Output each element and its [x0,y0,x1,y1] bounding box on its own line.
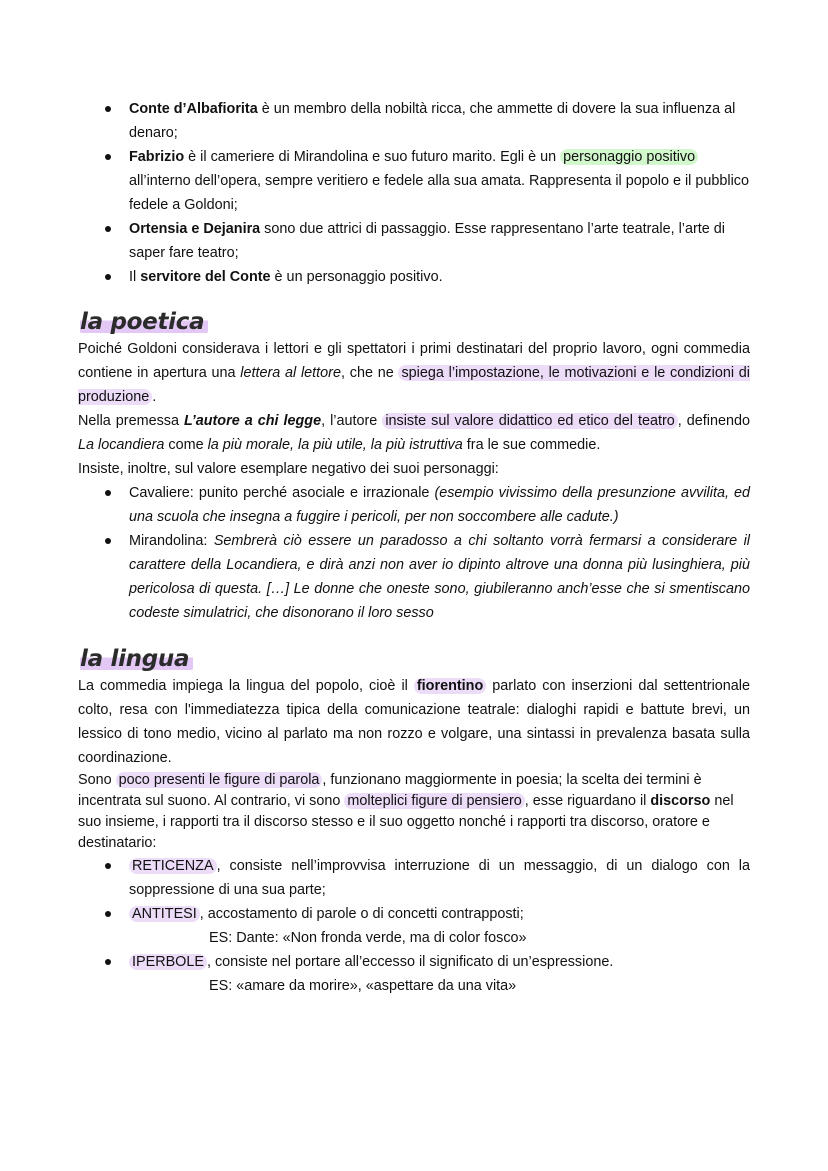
poetica-paragraph-2 [78,409,750,457]
item-quote: Sembrerà ciò essere un paradosso a chi soltanto vorrà fermarsi a considerare il carattere della Locandiera, e dirà anzi non aver io dipinto altrove una donna più lusinghiera, più pericolosa di questa. […] Le donne che oneste sono, giubileranno anch’esse che si smentiscano codeste simulatrici, che disonorano il loro sesso [129,533,750,621]
character-description: all’interno dell’opera, sempre veritiero e fedele alla sua amata. Rappresenta il popolo e il pubblico fedele a Goldoni; [129,173,749,213]
poetica-paragraph-3: Insiste, inoltre, sul valore esemplare negativo dei suoi personaggi: [78,461,499,477]
bold-text: discorso [650,793,711,809]
character-name: Conte d’Albafiorita [129,101,258,117]
highlight-purple: spiega l’impostazione, le motivazioni e le condizioni di produzione [78,365,750,405]
text: Poiché Goldoni considerava i lettori e gli spettatori i primi destinatari del proprio lavoro, ogni commedia contiene in apertura una [78,341,750,381]
list-item [78,854,750,902]
section-title-text: la lingua [80,646,193,672]
figures-list [78,854,750,998]
highlight-purple: poco presenti le figure di parola [116,772,323,788]
list-item [78,145,750,217]
text: come [164,437,208,453]
italic-text: la più morale, la più utile, la più istruttiva [207,437,463,453]
character-description: è un membro della nobiltà ricca, che ammette di dovere la sua influenza al denaro; [129,101,736,141]
text: Sono [78,772,116,788]
figure-term: IPERBOLE [129,954,207,970]
bold-italic-text: L’autore a chi legge [184,413,322,429]
text: La commedia impiega la lingua del popolo, cioè il [78,678,414,694]
poetica-paragraph-1 [78,337,750,409]
figure-example: ES: Dante: «Non fronda verde, ma di color fosco» [209,930,527,946]
figure-term: RETICENZA [129,858,217,874]
highlight-purple: insiste sul valore didattico ed etico del teatro [382,413,677,429]
text: parlato con inserzioni dal settentrionale colto, resa con l'immediatezza tipica della comunicazione teatrale: dialoghi rapidi e battute brevi, un lessico di tono medio, vicino al parlato ma non rozzo e volgare, una sintassi in prevalenza basata sulla coordinazione. [78,678,750,766]
figure-description: , consiste nel portare all’eccesso il significato di un’espressione. [206,954,614,970]
character-description: è il cameriere di Mirandolina e suo futuro marito. Egli è un [184,149,561,165]
list-item [78,529,750,625]
list-item [78,265,750,289]
lingua-paragraph-2 [78,770,750,854]
italic-text: lettera al lettore [240,365,341,381]
figure-example: ES: «amare da morire», «aspettare da una vita» [209,978,517,994]
text: , funzionano maggiormente in poesia; la scelta dei termini è incentrata sul suono. Al contrario, vi sono [78,772,702,809]
highlight-purple: molteplici figure di pensiero [344,793,524,809]
list-item [78,481,750,529]
figure-description: , consiste nell’improvvisa interruzione di un messaggio, di un dialogo con la soppressione di una sua parte; [129,858,750,898]
list-item [78,97,750,145]
text: , che ne [340,365,399,381]
item-label: Cavaliere: punito perché asociale e irrazionale [129,485,435,501]
figure-term: ANTITESI [129,906,200,922]
figure-description: , accostamento di parole o di concetti contrapposti; [199,906,524,922]
section-title-text: la poetica [80,309,208,335]
highlight-purple: fiorentino [414,678,486,694]
section-title-poetica [80,308,208,336]
character-list [78,97,750,289]
section-title-lingua [80,645,193,673]
text: fra le sue commedie. [462,437,601,453]
poetica-list [78,481,750,625]
list-item [78,217,750,265]
text: nel suo insieme, i rapporti tra il discorso stesso e il suo oggetto nonché i rapporti tra discorso, oratore e destinatario: [78,793,734,851]
text: , l’autore [321,413,383,429]
list-item [78,950,750,998]
text: . [152,389,157,405]
item-label: Mirandolina: [129,533,214,549]
character-prefix: Il [129,269,141,285]
highlight-green: personaggio positivo [560,149,698,165]
italic-text: La locandiera [78,437,165,453]
text: , definendo [677,413,751,429]
lingua-paragraph-1 [78,674,750,770]
character-name: Ortensia e Dejanira [129,221,261,237]
item-quote: (esempio vivissimo della presunzione avvilita, ed una scuola che insegna a fuggire i pericoli, per non soccombere alle cadute.) [129,485,750,525]
list-item [78,902,750,950]
text: , esse riguardano il [524,793,651,809]
text: Nella premessa [78,413,184,429]
page [78,97,750,998]
character-description: è un personaggio positivo. [270,269,443,285]
character-name: Fabrizio [129,149,185,165]
character-name: servitore del Conte [140,269,271,285]
character-description: sono due attrici di passaggio. Esse rappresentano l’arte teatrale, l’arte di saper fare teatro; [129,221,725,261]
